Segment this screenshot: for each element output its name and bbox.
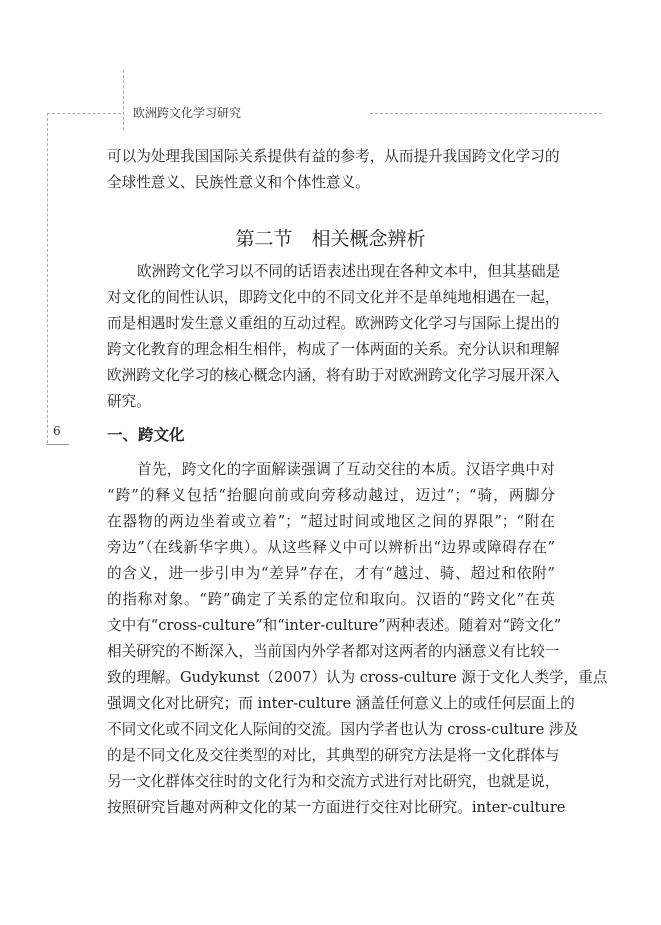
page-number-rule — [47, 444, 69, 445]
text-line: “跨”的释义包括“抬腿向前或向旁移动越过，迈过”；“骑，两脚分 — [107, 487, 555, 504]
text-line: 的是不同文化及交往类型的对比，其典型的研究方法是将一文化群体与 — [107, 747, 560, 764]
section-title: 第二节 相关概念辨析 — [235, 228, 426, 250]
text-line: 的含义，进一步引申为“差异”存在，才有“越过、骑、超过和依附” — [107, 565, 555, 582]
running-header: 欧洲跨文化学习研究 — [133, 106, 242, 120]
text-line: 致的理解。Gudykunst（2007）认为 cross-culture 源于文化人类学，重点 — [107, 669, 608, 686]
text-line: 首先，跨文化的字面解读强调了互动交往的本质。汉语字典中对 — [137, 461, 555, 478]
text-line: 跨文化教育的理念相生相伴，构成了一体两面的关系。充分认识和理解 — [107, 341, 560, 358]
text-line: 不同文化或不同文化人际间的交流。国内学者也认为 cross-culture 涉及 — [107, 721, 579, 738]
text-line: 文中有“cross-culture”和“inter-culture”两种表述。随着对“跨文化” — [107, 617, 562, 634]
text-line: 的指称对象。“跨”确定了关系的定位和取向。汉语的“跨文化”在英 — [107, 591, 555, 608]
text-line: 对文化的间性认识，即跨文化中的不同文化并不是单纯地相遇在一起， — [107, 289, 560, 306]
text-line: 研究。 — [107, 393, 151, 410]
text-line: 欧洲跨文化学习以不同的话语表述出现在各种文本中，但其基础是 — [137, 263, 561, 280]
text-line: 可以为处理我国国际关系提供有益的参考，从而提升我国跨文化学习的 — [107, 148, 560, 165]
text-line: 按照研究旨趣对两种文化的某一方面进行交往对比研究。inter-culture — [107, 799, 566, 816]
text-line: 在器物的两边坐着或立着”；“超过时间或地区之间的界限”；“附在 — [107, 513, 555, 530]
margin-rule — [47, 113, 48, 443]
subsection-heading: 一、跨文化 — [107, 426, 185, 444]
header-rule-right — [370, 113, 602, 114]
text-line: 全球性意义、民族性意义和个体性意义。 — [107, 174, 370, 191]
page-number: 6 — [53, 424, 61, 438]
header-divider-vertical — [123, 70, 124, 130]
text-line: 而是相遇时发生意义重组的互动过程。欧洲跨文化学习与国际上提出的 — [107, 315, 560, 332]
text-line: 强调文化对比研究；而 inter-culture 涵盖任何意义上的或任何层面上的 — [107, 695, 575, 712]
text-line: 欧洲跨文化学习的核心概念内涵，将有助于对欧洲跨文化学习展开深入 — [107, 367, 560, 384]
text-line: 相关研究的不断深入，当前国内外学者都对这两者的内涵意义有比较一 — [107, 643, 560, 660]
text-line: 旁边”（在线新华字典）。从这些释义中可以辨析出“边界或障碍存在” — [107, 539, 555, 556]
text-line: 另一文化群体交往时的文化行为和交流方式进行对比研究，也就是说， — [107, 773, 560, 790]
header-rule-left — [47, 113, 121, 114]
